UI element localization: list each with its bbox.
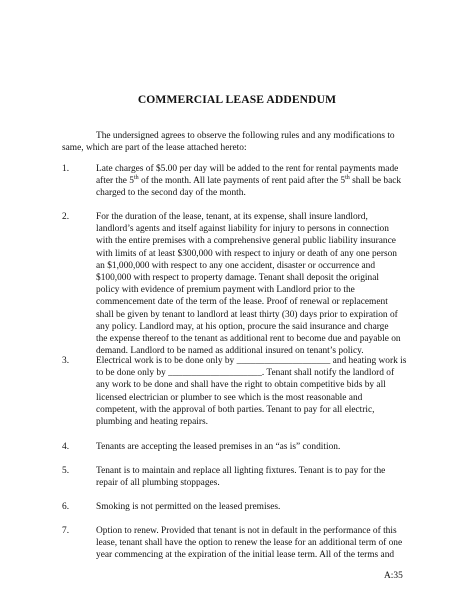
text-run: commencement date of the term of the lease. Proof of renewal or replacement xyxy=(96,297,388,308)
clause-6 xyxy=(62,501,407,513)
text-run: Smoking is not permitted on the leased premises. xyxy=(96,502,281,512)
text-run: any policy. Landlord may, at his option, procure the said insurance and charge xyxy=(96,321,389,332)
clause-number: 2. xyxy=(62,212,70,222)
clause-line xyxy=(96,223,407,235)
clause-3 xyxy=(62,355,407,428)
clause-number: 3. xyxy=(62,356,70,366)
clause-line xyxy=(96,175,407,187)
text-run: competent, with the approval of both parties. Tenant to pay for all electric, xyxy=(96,404,375,415)
ordinal-suffix: th xyxy=(345,175,350,182)
clause-line xyxy=(96,379,407,391)
ordinal-suffix: th xyxy=(134,175,139,182)
text-run: any work to be done and shall have the right to obtain competitive bids by all xyxy=(96,380,386,391)
clause-line xyxy=(96,537,407,549)
clause-number: 6. xyxy=(62,502,70,512)
text-run: shall be given by tenant to landlord at least thirty (30) days prior to expiration of xyxy=(96,309,398,320)
clause-text xyxy=(96,211,407,357)
text-run: the expense thereof to the tenant as additional rent to become due and payable on xyxy=(96,334,401,345)
document-title: COMMERCIAL LEASE ADDENDUM xyxy=(137,93,337,106)
clause-text xyxy=(96,355,407,428)
text-run: Electrical work is to be done only by ____________________ and heating work is xyxy=(96,356,407,366)
text-run: repair of all plumbing stoppages. xyxy=(96,478,220,489)
clause-line xyxy=(96,235,407,247)
text-run: charged to the second day of the month. xyxy=(96,188,246,199)
clause-4 xyxy=(62,441,407,453)
clause-line xyxy=(96,211,407,223)
clause-line xyxy=(96,272,407,284)
clause-text xyxy=(96,441,407,453)
clause-line xyxy=(96,392,407,404)
clause-text xyxy=(96,163,407,200)
text-run: lease, tenant shall have the option to renew the lease for an additional term of one xyxy=(96,538,403,549)
text-run: with limits of at least $300,000 with respect to injury or death of any one person xyxy=(96,248,397,259)
clause-2 xyxy=(62,211,407,357)
clause-line xyxy=(96,333,407,345)
clause-line xyxy=(96,501,407,513)
text-run: Tenant is to maintain and replace all lighting fixtures. Tenant is to pay for the xyxy=(96,466,386,476)
clause-line xyxy=(96,441,407,453)
text-run: $100,000 with respect to property damage. Tenant shall deposit the original xyxy=(96,273,379,284)
text-run: of the month. All late payments of rent paid after the 5 xyxy=(138,176,346,187)
clause-text xyxy=(96,525,407,562)
text-run: For the duration of the lease, tenant, at its expense, shall insure landlord, xyxy=(96,212,368,222)
text-run: year commencing at the expiration of the initial lease term. All of the terms and xyxy=(96,550,395,561)
text-run: licensed electrician or plumber to see which is the most reasonable and xyxy=(96,392,363,403)
clause-1 xyxy=(62,163,407,200)
intro-line-2: same, which are part of the lease attached hereto: xyxy=(62,143,247,154)
clause-text xyxy=(96,465,407,489)
clause-line xyxy=(96,404,407,416)
clause-line xyxy=(96,477,407,489)
clause-line xyxy=(96,321,407,333)
clause-line xyxy=(96,248,407,260)
text-run: an $1,000,000 with respect to any one accident, disaster or occurrence and xyxy=(96,260,376,271)
text-run: shall be back xyxy=(349,176,402,187)
clause-line xyxy=(96,416,407,428)
clause-line xyxy=(96,525,407,537)
clause-7 xyxy=(62,525,407,562)
clause-line xyxy=(96,260,407,272)
clause-line xyxy=(96,309,407,321)
clause-line xyxy=(96,284,407,296)
clause-number: 5. xyxy=(62,466,70,476)
intro-line-1: The undersigned agrees to observe the following rules and any modifications to xyxy=(96,131,395,141)
text-run: demand. Landlord to be named as additional insured on tenant’s policy. xyxy=(96,346,364,357)
clause-number: 7. xyxy=(62,526,70,536)
clause-number: 4. xyxy=(62,442,70,452)
clause-line xyxy=(96,187,407,199)
text-run: policy with evidence of premium payment with Landlord prior to the xyxy=(96,285,355,296)
clause-line xyxy=(96,163,407,175)
text-run: Late charges of $5.00 per day will be added to the rent for rental payments made xyxy=(96,164,399,174)
text-run: to be done only by ____________________. Tenant shall notify the landlord of xyxy=(96,368,395,379)
text-run: Tenants are accepting the leased premises in an “as is” condition. xyxy=(96,442,341,452)
page-label: A:35 xyxy=(384,571,403,581)
text-run: landlord’s agents and itself against liability for injury to persons in connection xyxy=(96,224,389,235)
intro-paragraph xyxy=(62,130,407,154)
clause-line xyxy=(96,549,407,561)
text-run: Option to renew. Provided that tenant is not in default in the performance of this xyxy=(96,526,397,536)
text-run: after the 5 xyxy=(96,176,134,187)
clause-text xyxy=(96,501,407,513)
clause-line xyxy=(96,296,407,308)
text-run: plumbing and heating repairs. xyxy=(96,417,208,428)
clause-line xyxy=(96,465,407,477)
clause-line xyxy=(96,367,407,379)
clause-line xyxy=(96,355,407,367)
clause-5 xyxy=(62,465,407,489)
clause-number: 1. xyxy=(62,164,70,174)
text-run: with the entire premises with a comprehensive general public liability insurance xyxy=(96,236,396,247)
